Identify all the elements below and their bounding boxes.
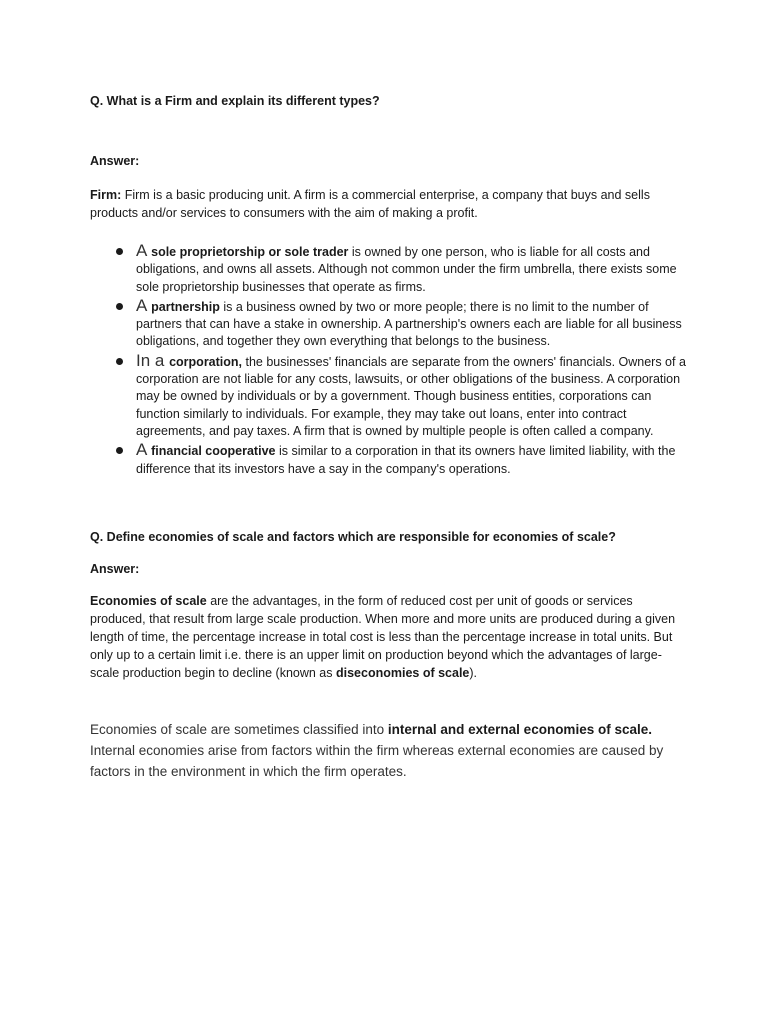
- classification-text: Internal economies arise from factors within the firm whereas external economies are caused by factors in the environment in which the firm operates.: [90, 742, 664, 779]
- diseconomies-term: diseconomies of scale: [335, 665, 470, 680]
- answer-label-2: Answer:: [90, 561, 140, 576]
- economies-classification: [90, 719, 700, 782]
- bullet-text: the businesses' financials are separate from the owners' financials. Owners of a corporation are not liable for any costs, lawsuits, or other obligations of the business. A corporation may be owned by individuals or by a government. Though business entities, corporations can function similarly to individuals. For example, they may take out loans, enter into contract agreements, and pay taxes. A firm that is owned by multiple people is often called a company.: [136, 354, 686, 438]
- firm-term: Firm:: [90, 188, 122, 202]
- bullet-icon: [116, 303, 123, 310]
- economies-definition: [90, 592, 690, 682]
- bullet-lead: A: [136, 295, 152, 315]
- bullet-lead: In a: [136, 350, 170, 370]
- firm-types-list: [90, 242, 690, 478]
- bullet-lead: A: [136, 440, 152, 460]
- economies-text: are the advantages, in the form of reduced cost per unit of goods or services produced, that result from large scale production. When more and more units are produced during a given length of time, the percentage increase in total cost is less than the percentage increase in total units. But only up to a certain limit i.e. there is an upper limit on production beyond which the advantages of large-scale production begin to decline (known as: [90, 593, 676, 680]
- bullet-lead: A: [136, 241, 152, 260]
- bullet-icon: [116, 248, 123, 255]
- bullet-term: partnership: [151, 299, 220, 314]
- economies-term: Economies of scale: [90, 593, 207, 608]
- bullet-term: financial cooperative: [151, 444, 276, 459]
- list-item: [90, 441, 690, 478]
- document-page: [90, 92, 690, 782]
- bullet-icon: [116, 358, 123, 365]
- bullet-term: corporation,: [169, 354, 243, 369]
- bullet-text: is owned by one person, who is liable for all costs and obligations, and owns all assets. Although not common under the firm umbrella, there exists some sole proprietorship businesses that operate as firms.: [136, 245, 677, 294]
- firm-text: Firm is a basic producing unit. A firm is a commercial enterprise, a company that buys and sells products and/or services to consumers with the aim of making a profit.: [90, 188, 650, 220]
- answer-label-1: Answer:: [90, 154, 140, 168]
- bullet-text: is similar to a corporation in that its owners have limited liability, with the difference that its investors have a say in the company's operations.: [136, 444, 676, 476]
- firm-definition: [90, 186, 690, 222]
- list-item: [90, 242, 690, 296]
- list-item: [90, 297, 690, 351]
- question-2: Q. Define economies of scale and factors which are responsible for economies of scale?: [90, 529, 616, 544]
- classification-start: Economies of scale are sometimes classified into: [90, 721, 388, 737]
- classification-term: internal and external economies of scale.: [387, 721, 652, 737]
- list-item: [90, 352, 690, 440]
- bullet-text: is a business owned by two or more people; there is no limit to the number of partners that can have a stake in ownership. A partnership's owners each are liable for all business obligations, and together they own everything that belongs to the business.: [136, 299, 682, 349]
- question-1: Q. What is a Firm and explain its different types?: [90, 94, 380, 108]
- bullet-term: sole proprietorship or sole trader: [151, 245, 349, 259]
- bullet-icon: [116, 447, 123, 454]
- economies-text-end: ).: [469, 665, 478, 680]
